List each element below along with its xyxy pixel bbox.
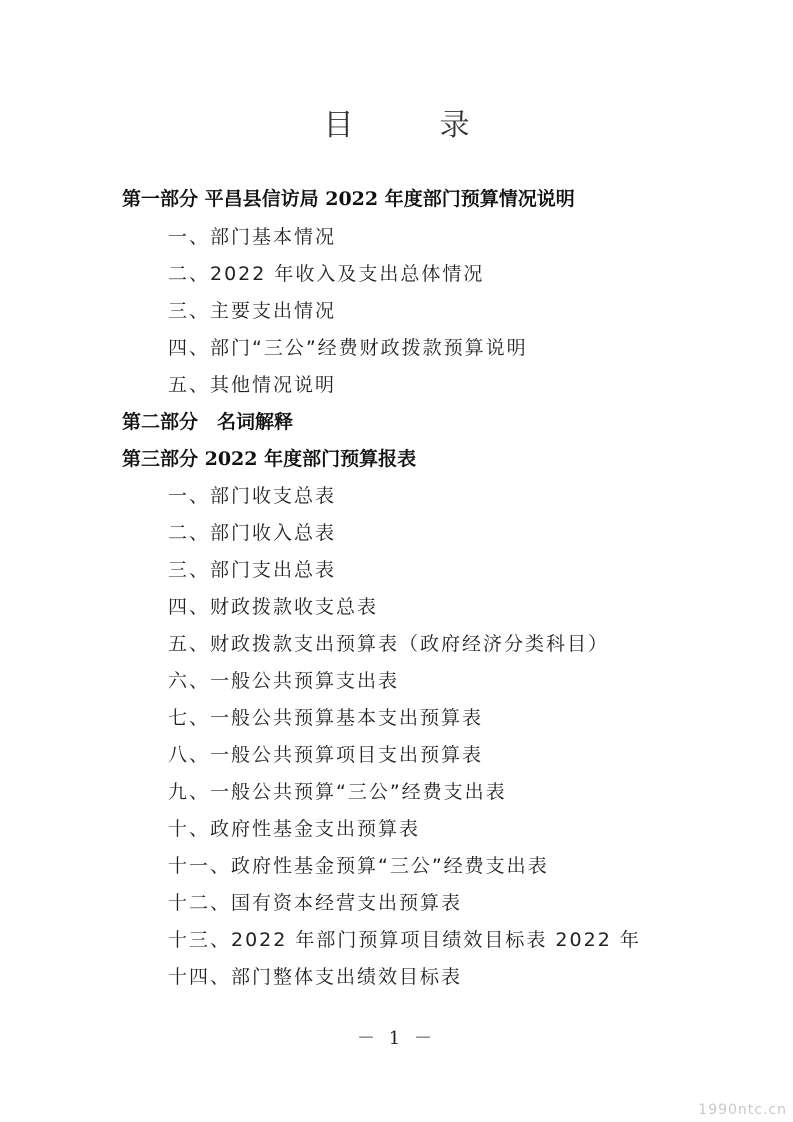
toc-item: 三、部门支出总表 — [168, 559, 337, 581]
toc-item: 九、一般公共预算“三公”经费支出表 — [168, 781, 507, 803]
watermark-text: 1990ntc.cn — [698, 1102, 787, 1118]
toc-item: 十二、国有资本经营支出预算表 — [168, 892, 463, 914]
toc-item: 二、部门收入总表 — [168, 522, 337, 544]
toc-title: 目 录 — [323, 108, 498, 143]
toc-item: 八、一般公共预算项目支出预算表 — [168, 744, 484, 766]
toc-item: 四、财政拨款收支总表 — [168, 596, 379, 618]
toc-part-2: 第二部分 名词解释 — [122, 411, 294, 433]
toc-item: 十三、2022 年部门预算项目绩效目标表 2022 年 — [168, 929, 641, 951]
toc-part-3: 第三部分 2022 年度部门预算报表 — [122, 448, 417, 470]
toc-item: 五、其他情况说明 — [168, 374, 337, 396]
toc-item: 十四、部门整体支出绩效目标表 — [168, 966, 463, 988]
page-number: － 1 － — [357, 1028, 436, 1049]
toc-item: 四、部门“三公”经费财政拨款预算说明 — [168, 337, 528, 359]
toc-item: 十一、政府性基金预算“三公”经费支出表 — [168, 855, 549, 877]
toc-part-1: 第一部分 平昌县信访局 2022 年度部门预算情况说明 — [122, 188, 575, 210]
toc-item: 五、财政拨款支出预算表（政府经济分类科目） — [168, 633, 610, 655]
toc-item: 一、部门收支总表 — [168, 485, 337, 507]
toc-item: 六、一般公共预算支出表 — [168, 670, 400, 692]
toc-item: 一、部门基本情况 — [168, 226, 337, 248]
toc-item: 三、主要支出情况 — [168, 300, 337, 322]
toc-item: 七、一般公共预算基本支出预算表 — [168, 707, 484, 729]
toc-item: 二、2022 年收入及支出总体情况 — [168, 263, 485, 285]
toc-item: 十、政府性基金支出预算表 — [168, 818, 421, 840]
